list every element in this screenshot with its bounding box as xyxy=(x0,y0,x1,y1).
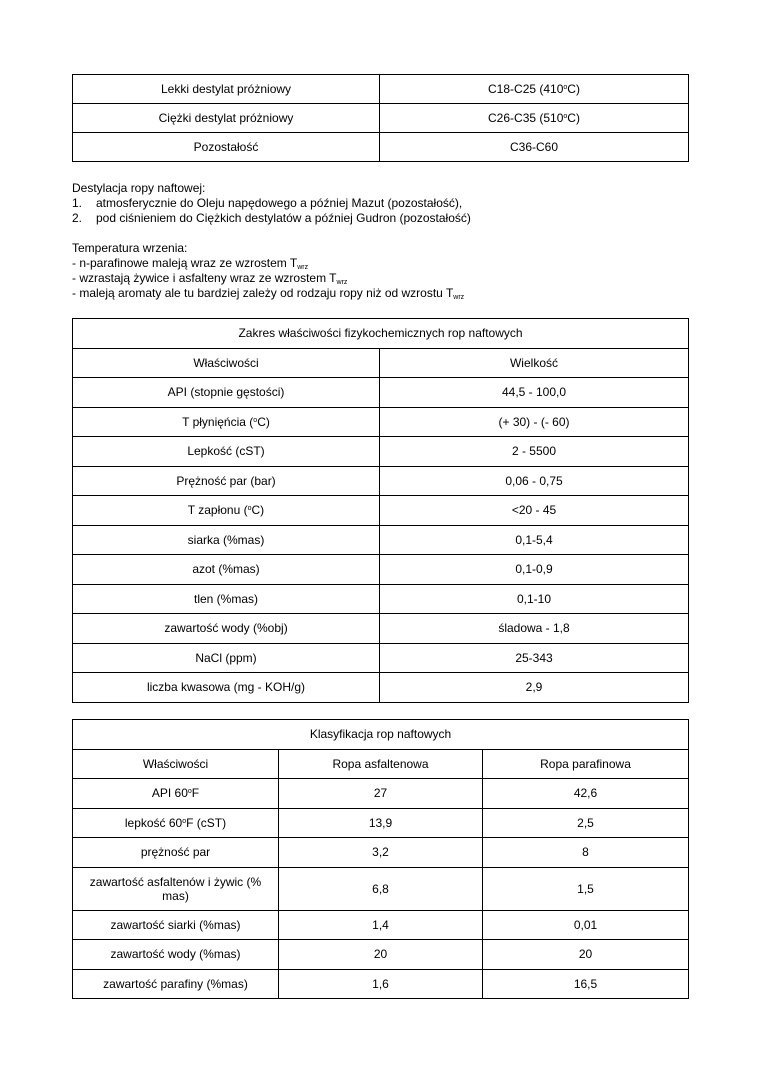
table-row xyxy=(73,808,689,838)
table-row xyxy=(73,673,689,703)
table-row xyxy=(73,779,689,809)
asphaltene-value: 1,4 xyxy=(279,910,483,940)
fraction-name: Lekki destylat próżniowy xyxy=(73,75,380,104)
table-row xyxy=(73,643,689,673)
class-property-name: zawartość asfaltenów i żywic (% mas) xyxy=(73,867,279,910)
table-row xyxy=(73,133,689,162)
property-name: tlen (%mas) xyxy=(73,584,380,614)
paraffin-value: 0,01 xyxy=(483,910,689,940)
asphaltene-value: 27 xyxy=(279,779,483,809)
property-value: 0,1-0,9 xyxy=(380,555,689,585)
distillation-section xyxy=(72,181,688,226)
asphaltene-value: 13,9 xyxy=(279,808,483,838)
property-value: 0,1-5,4 xyxy=(380,525,689,555)
paraffin-value: 2,5 xyxy=(483,808,689,838)
property-value: <20 - 45 xyxy=(380,496,689,526)
table-row xyxy=(73,910,689,940)
column-header: Ropa parafinowa xyxy=(483,749,689,779)
class-property-name: zawartość siarki (%mas) xyxy=(73,910,279,940)
table-row xyxy=(73,466,689,496)
property-name: NaCl (ppm) xyxy=(73,643,380,673)
table-title: Klasyfikacja rop naftowych xyxy=(73,720,689,750)
asphaltene-value: 3,2 xyxy=(279,838,483,868)
asphaltene-value: 1,6 xyxy=(279,969,483,999)
property-value: 44,5 - 100,0 xyxy=(380,378,689,408)
class-property-name: API 60$^o$F xyxy=(73,779,279,809)
list-item: - n-parafinowe maleją wraz ze wzrostem $T_{wrz}$ xyxy=(72,256,309,271)
paraffin-value: 20 xyxy=(483,940,689,970)
paraffin-value: 1,5 xyxy=(483,867,689,910)
property-value: 2,9 xyxy=(380,673,689,703)
paraffin-value: 16,5 xyxy=(483,969,689,999)
property-name: liczba kwasowa (mg - KOH/g) xyxy=(73,673,380,703)
table-row xyxy=(73,75,689,104)
table-row xyxy=(73,867,689,910)
table-row xyxy=(73,104,689,133)
table-header-row xyxy=(73,348,689,378)
property-name: zawartość wody (%obj) xyxy=(73,614,380,644)
property-name: azot (%mas) xyxy=(73,555,380,585)
property-name: Lepkość (cST) xyxy=(73,437,380,467)
property-value: 25-343 xyxy=(380,643,689,673)
classification-table xyxy=(72,719,689,999)
property-value: 0,06 - 0,75 xyxy=(380,466,689,496)
fraction-name: Pozostałość xyxy=(73,133,380,162)
table-row xyxy=(73,407,689,437)
list-item: 2. pod ciśnieniem do Ciężkich destylatów a później Gudron (pozostałość) xyxy=(72,211,471,225)
fraction-range: C36-C60 xyxy=(380,133,689,162)
table-row xyxy=(73,940,689,970)
fraction-name: Ciężki destylat próżniowy xyxy=(73,104,380,133)
table-row xyxy=(73,437,689,467)
list-item: 1. atmosferycznie do Oleju napędowego a później Mazut (pozostałość), xyxy=(72,196,463,210)
class-property-name: lepkość 60$^o$F (cST) xyxy=(73,808,279,838)
table-title-row xyxy=(73,720,689,750)
paraffin-value: 42,6 xyxy=(483,779,689,809)
class-property-name: prężność par xyxy=(73,838,279,868)
property-value: 2 - 5500 xyxy=(380,437,689,467)
fractions-table xyxy=(72,74,689,162)
table-title: Zakres właściwości fizykochemicznych rop naftowych xyxy=(73,319,689,349)
list-item: - maleją aromaty ale tu bardziej zależy od rodzaju ropy niż od wzrostu $T_{wrz}$ xyxy=(72,286,465,301)
table-row xyxy=(73,838,689,868)
asphaltene-value: 20 xyxy=(279,940,483,970)
table-title-row xyxy=(73,319,689,349)
temperature-section xyxy=(72,241,688,301)
class-property-name: zawartość parafiny (%mas) xyxy=(73,969,279,999)
property-name: Prężność par (bar) xyxy=(73,466,380,496)
table-row xyxy=(73,378,689,408)
table-row xyxy=(73,525,689,555)
table-row xyxy=(73,496,689,526)
paraffin-value: 8 xyxy=(483,838,689,868)
fraction-range: C18-C25 (410$^o$C) xyxy=(380,75,689,104)
column-header: Właściwości xyxy=(73,749,279,779)
table-row xyxy=(73,555,689,585)
table-row xyxy=(73,584,689,614)
table-row xyxy=(73,614,689,644)
property-name: T płynięńcia ($^o$C) xyxy=(73,407,380,437)
fraction-range: C26-C35 (510$^o$C) xyxy=(380,104,689,133)
column-header: Ropa asfaltenowa xyxy=(279,749,483,779)
properties-table xyxy=(72,318,689,703)
table-header-row xyxy=(73,749,689,779)
list-item: - wzrastają żywice i asfalteny wraz ze wzrostem $T_{wrz}$ xyxy=(72,271,348,286)
distillation-heading: Destylacja ropy naftowej: xyxy=(72,181,206,195)
table-row xyxy=(73,969,689,999)
column-header: Właściwości xyxy=(73,348,380,378)
property-name: T zapłonu ($^o$C) xyxy=(73,496,380,526)
class-property-name: zawartość wody (%mas) xyxy=(73,940,279,970)
temperature-heading: Temperatura wrzenia: xyxy=(72,241,188,255)
property-value: (+ 30) - (- 60) xyxy=(380,407,689,437)
property-value: 0,1-10 xyxy=(380,584,689,614)
column-header: Wielkość xyxy=(380,348,689,378)
property-name: API (stopnie gęstości) xyxy=(73,378,380,408)
property-name: siarka (%mas) xyxy=(73,525,380,555)
property-value: śladowa - 1,8 xyxy=(380,614,689,644)
asphaltene-value: 6,8 xyxy=(279,867,483,910)
